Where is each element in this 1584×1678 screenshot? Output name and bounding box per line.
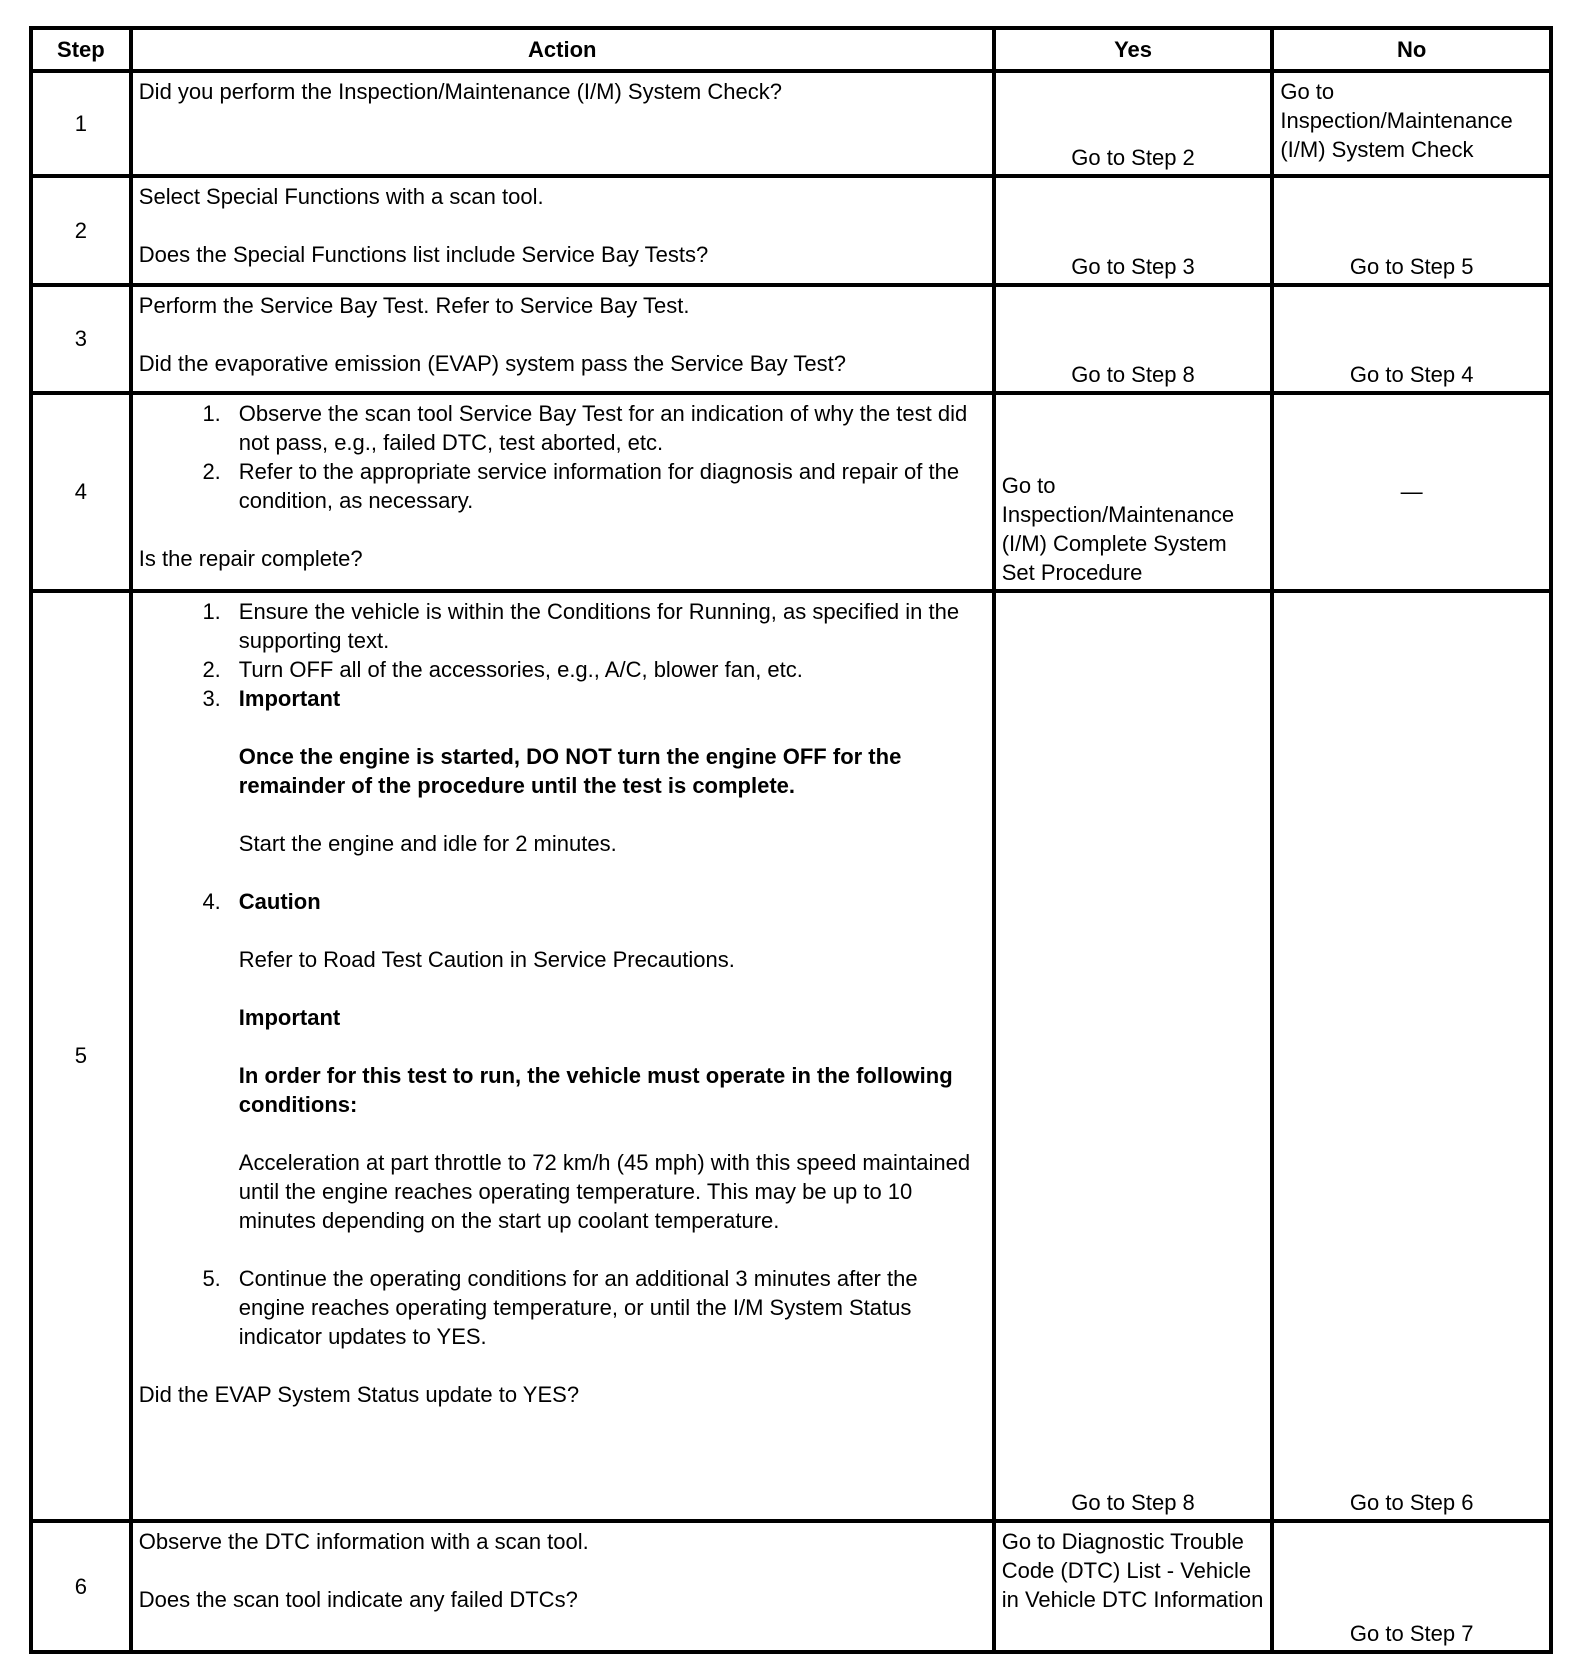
step-number: 6	[31, 1521, 131, 1652]
yes-cell: Go to Inspection/Maintenance (I/M) Complete System Set Procedure	[994, 393, 1273, 591]
yes-cell: Go to Diagnostic Trouble Code (DTC) List - Vehicle in Vehicle DTC Information	[994, 1521, 1273, 1652]
no-cell: Go to Inspection/Maintenance (I/M) System Check	[1272, 71, 1551, 176]
no-cell: Go to Step 6	[1272, 591, 1551, 1522]
action-intro: Select Special Functions with a scan tool.	[138, 184, 544, 210]
item-number: 2.	[202, 458, 221, 484]
step-number: 4	[31, 393, 131, 591]
item-text: Turn OFF all of the accessories, e.g., A/C, blower fan, etc.	[238, 656, 803, 682]
action-cell	[131, 1521, 994, 1652]
item-text: Acceleration at part throttle to 72 km/h (45 mph) with this speed maintained until the engine reaches operating temperature. This may be up to 10 minutes depending on the start up coolant temperature.	[238, 1149, 971, 1233]
step-number: 5	[31, 591, 131, 1522]
item-number: 4.	[202, 888, 221, 914]
step-number: 1	[31, 71, 131, 176]
table-row	[31, 176, 1551, 284]
list-item	[139, 887, 986, 1264]
header-action: Action	[131, 28, 994, 71]
action-question: Did the evaporative emission (EVAP) system pass the Service Bay Test?	[138, 350, 846, 376]
item-text: Observe the scan tool Service Bay Test for an indication of why the test did not pass, e.g., failed DTC, test aborted, etc.	[238, 400, 968, 455]
important-heading: Important	[238, 685, 341, 711]
item-number: 1.	[202, 400, 221, 426]
action-intro: Observe the DTC information with a scan tool.	[138, 1529, 589, 1555]
item-text: Ensure the vehicle is within the Conditions for Running, as specified in the supporting text.	[238, 598, 960, 653]
action-question: Did the EVAP System Status update to YES?	[138, 1381, 580, 1407]
yes-cell: Go to Step 8	[994, 285, 1273, 393]
action-cell	[131, 393, 994, 591]
action-cell	[131, 176, 994, 284]
item-text: Refer to the appropriate service information for diagnosis and repair of the condition, as necessary.	[238, 458, 960, 513]
list-item	[139, 457, 986, 515]
action-question: Did you perform the Inspection/Maintenance (I/M) System Check?	[138, 79, 782, 104]
action-intro: Perform the Service Bay Test. Refer to Service Bay Test.	[138, 292, 690, 318]
action-cell	[131, 71, 994, 176]
action-question: Does the scan tool indicate any failed DTCs?	[138, 1587, 578, 1613]
item-number: 2.	[202, 656, 221, 682]
table-row	[31, 71, 1551, 176]
action-list	[139, 597, 986, 1351]
important-heading: Important	[238, 1004, 341, 1030]
important-note: Once the engine is started, DO NOT turn the engine OFF for the remainder of the procedure until the test is complete.	[238, 743, 902, 798]
list-item	[139, 684, 986, 887]
action-cell	[131, 591, 994, 1522]
important-note: In order for this test to run, the vehicle must operate in the following conditions:	[238, 1062, 953, 1117]
list-item	[139, 399, 986, 457]
no-cell: Go to Step 4	[1272, 285, 1551, 393]
caution-heading: Caution	[238, 888, 321, 914]
diagnostic-table	[29, 26, 1553, 1654]
header-row	[31, 28, 1551, 71]
caution-text: Refer to Road Test Caution in Service Precautions.	[238, 946, 735, 972]
action-cell	[131, 285, 994, 393]
item-text: Start the engine and idle for 2 minutes.	[238, 830, 617, 856]
step-number: 2	[31, 176, 131, 284]
item-number: 5.	[202, 1265, 221, 1291]
no-cell: Go to Step 7	[1272, 1521, 1551, 1652]
no-cell: Go to Step 5	[1272, 176, 1551, 284]
table-row	[31, 591, 1551, 1522]
item-number: 1.	[202, 598, 221, 624]
step-number: 3	[31, 285, 131, 393]
list-item	[139, 597, 986, 655]
list-item	[139, 655, 986, 684]
item-text: Continue the operating conditions for an additional 3 minutes after the engine reaches operating temperature, or until the I/M System Status indicator updates to YES.	[238, 1265, 918, 1349]
header-no: No	[1272, 28, 1551, 71]
table-row	[31, 393, 1551, 591]
table-row	[31, 285, 1551, 393]
header-step: Step	[31, 28, 131, 71]
yes-cell: Go to Step 3	[994, 176, 1273, 284]
header-yes: Yes	[994, 28, 1273, 71]
action-question: Does the Special Functions list include Service Bay Tests?	[138, 242, 709, 268]
no-cell: —	[1272, 393, 1551, 591]
yes-cell: Go to Step 8	[994, 591, 1273, 1522]
table-row	[31, 1521, 1551, 1652]
action-question: Is the repair complete?	[138, 545, 363, 571]
list-item	[139, 1264, 986, 1351]
item-number: 3.	[202, 685, 221, 711]
action-list	[139, 399, 986, 515]
yes-cell: Go to Step 2	[994, 71, 1273, 176]
